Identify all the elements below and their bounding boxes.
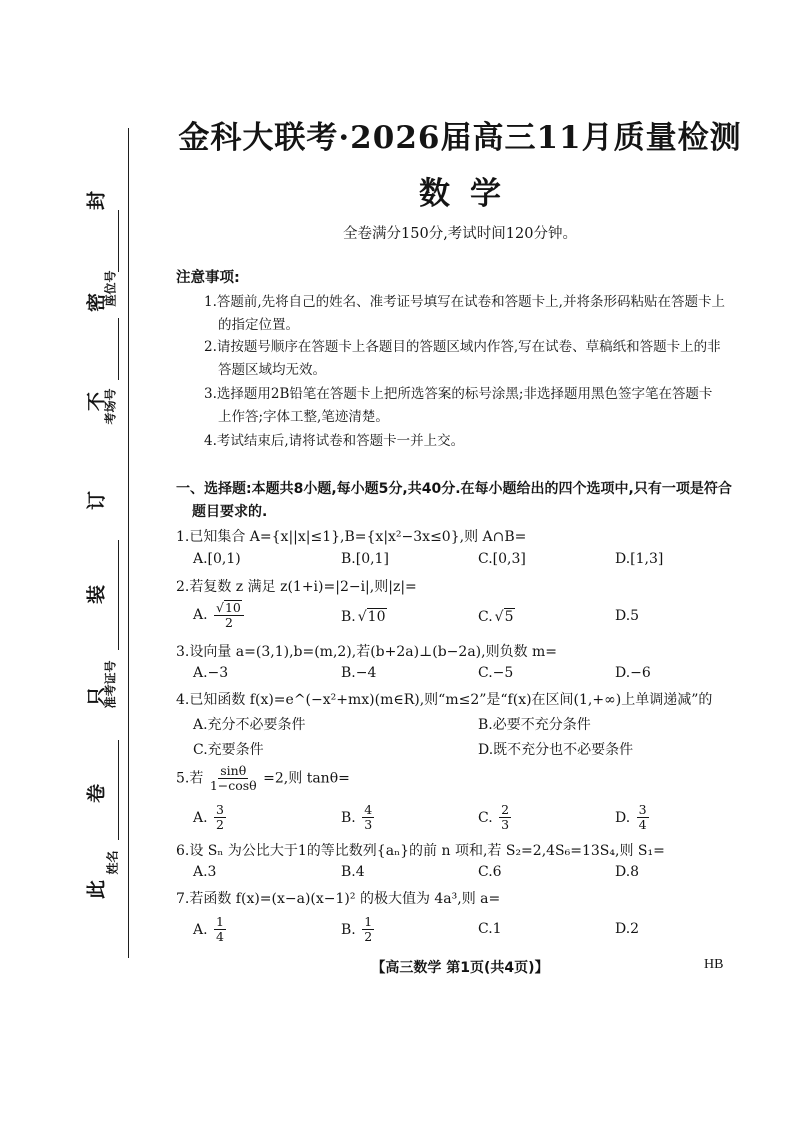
question-1-option-a[interactable]: A.[0,1) bbox=[193, 551, 241, 567]
question-2-option-a[interactable]: A. $\frac{√10}{2}$ bbox=[193, 600, 244, 630]
seal-char-bu: 不 bbox=[85, 392, 108, 412]
seal-char-juan: 卷 bbox=[85, 784, 108, 804]
question-6-option-c[interactable]: C.6 bbox=[478, 864, 502, 880]
question-3-option-b[interactable]: B.−4 bbox=[341, 665, 377, 681]
seal-char-ding: 订 bbox=[85, 491, 108, 511]
question-3-option-c[interactable]: C.−5 bbox=[478, 665, 514, 681]
question-1-option-b[interactable]: B.[0,1] bbox=[341, 551, 389, 567]
notice-item-2: 2.请按题号顺序在答题卡上各题目的答题区域内作答,写在试卷、草稿纸和答题卡上的非 答题区域均无效。 bbox=[204, 339, 721, 378]
question-5-stem: 5.若 $\frac{\sin\theta}{1-\cos\theta}$ =2,则 tanθ= bbox=[176, 763, 350, 793]
question-5-option-a[interactable]: A. $\frac{3}{2}$ bbox=[193, 802, 224, 832]
question-7-stem: 7.若函数 f(x)=(x−a)(x−1)² 的极大值为 4a³,则 a= bbox=[176, 891, 501, 907]
exam-room-line[interactable] bbox=[118, 318, 119, 380]
notice-item-3: 3.选择题用2B铅笔在答题卡上把所选答案的标号涂黑;非选择题用黑色签字笔在答题卡 上作答;字体工整,笔迹清楚。 bbox=[204, 386, 713, 425]
question-6-option-d[interactable]: D.8 bbox=[615, 864, 640, 880]
question-1-option-d[interactable]: D.[1,3] bbox=[615, 551, 664, 567]
question-1-option-c[interactable]: C.[0,3] bbox=[478, 551, 526, 567]
exam-room-label: 考场号 bbox=[103, 388, 118, 425]
question-2-stem: 2.若复数 z 满足 z(1+i)=|2−i|,则|z|= bbox=[176, 579, 417, 595]
question-1-stem: 1.已知集合 A={x||x|≤1},B={x|x²−3x≤0},则 A∩B= bbox=[176, 529, 527, 545]
question-2-option-b[interactable]: B. √10 bbox=[341, 609, 386, 625]
paper-code: HB bbox=[704, 957, 724, 972]
question-4-option-a[interactable]: A.充分不必要条件 bbox=[193, 717, 306, 733]
seal-char-ci: 此 bbox=[85, 880, 108, 900]
subject-title: 数学 bbox=[419, 176, 521, 212]
question-3-stem: 3.设向量 a=(3,1),b=(m,2),若(b+2a)⊥(b−2a),则负数 m= bbox=[176, 644, 558, 660]
question-6-option-b[interactable]: B.4 bbox=[341, 864, 365, 880]
question-4-option-b[interactable]: B.必要不充分条件 bbox=[478, 717, 591, 733]
question-6-stem: 6.设 Sₙ 为公比大于1的等比数列{aₙ}的前 n 项和,若 S₂=2,4S₆=13S₄,则 S₁= bbox=[176, 843, 665, 859]
question-2-option-c[interactable]: C. √5 bbox=[478, 609, 514, 625]
notice-item-4: 4.考试结束后,请将试卷和答题卡一并上交。 bbox=[204, 433, 465, 449]
question-2-option-d[interactable]: D.5 bbox=[615, 608, 640, 624]
question-5-option-c[interactable]: C. $\frac{2}{3}$ bbox=[478, 802, 510, 832]
question-6-option-a[interactable]: A.3 bbox=[193, 864, 217, 880]
seat-number-line[interactable] bbox=[118, 210, 119, 272]
seal-char-feng: 封 bbox=[85, 191, 108, 211]
name-line[interactable] bbox=[118, 740, 119, 840]
question-7-option-d[interactable]: D.2 bbox=[615, 921, 640, 937]
question-7-option-a[interactable]: A. $\frac{1}{4}$ bbox=[193, 914, 224, 944]
exam-title: 金科大联考·2026届高三11月质量检测 bbox=[178, 120, 742, 156]
page-footer: 【高三数学 第1页(共4页)】 bbox=[371, 960, 549, 976]
question-7-option-b[interactable]: B. $\frac{1}{2}$ bbox=[341, 914, 373, 944]
question-4-option-c[interactable]: C.充要条件 bbox=[193, 742, 264, 758]
seal-line bbox=[128, 128, 129, 958]
question-3-option-d[interactable]: D.−6 bbox=[615, 665, 651, 681]
question-4-stem: 4.已知函数 f(x)=e^(−x²+mx)(m∈R),则“m≤2”是“f(x)在区间(1,+∞)上单调递减”的 bbox=[176, 692, 713, 708]
question-5-option-b[interactable]: B. $\frac{4}{3}$ bbox=[341, 802, 373, 832]
seal-char-zhi: 只 bbox=[85, 687, 108, 707]
notice-item-1: 1.答题前,先将自己的姓名、准考证号填写在试卷和答题卡上,并将条形码粘贴在答题卡上 的指定位置。 bbox=[204, 294, 725, 333]
question-4-option-d[interactable]: D.既不充分也不必要条件 bbox=[478, 742, 634, 758]
exam-info: 全卷满分150分,考试时间120分钟。 bbox=[343, 226, 577, 242]
seat-number-label: 座位号 bbox=[103, 270, 118, 307]
name-label: 姓名 bbox=[105, 850, 120, 875]
admission-number-label: 准考证号 bbox=[103, 660, 118, 709]
question-3-option-a[interactable]: A.−3 bbox=[193, 665, 229, 681]
question-5-option-d[interactable]: D. $\frac{3}{4}$ bbox=[615, 802, 647, 832]
seal-char-mi: 密 bbox=[85, 293, 108, 313]
question-7-option-c[interactable]: C.1 bbox=[478, 921, 502, 937]
fraction: $\frac{√10}{2}$ bbox=[214, 600, 244, 630]
fraction: $\frac{\sin\theta}{1-\cos\theta}$ bbox=[209, 763, 257, 793]
section-heading: 一、选择题:本题共8小题,每小题5分,共40分.在每小题给出的四个选项中,只有一项是符合 题目要求的. bbox=[176, 481, 732, 520]
notice-heading: 注意事项: bbox=[176, 270, 240, 286]
seal-char-zhuang: 装 bbox=[85, 585, 108, 605]
admission-number-line[interactable] bbox=[118, 540, 119, 650]
